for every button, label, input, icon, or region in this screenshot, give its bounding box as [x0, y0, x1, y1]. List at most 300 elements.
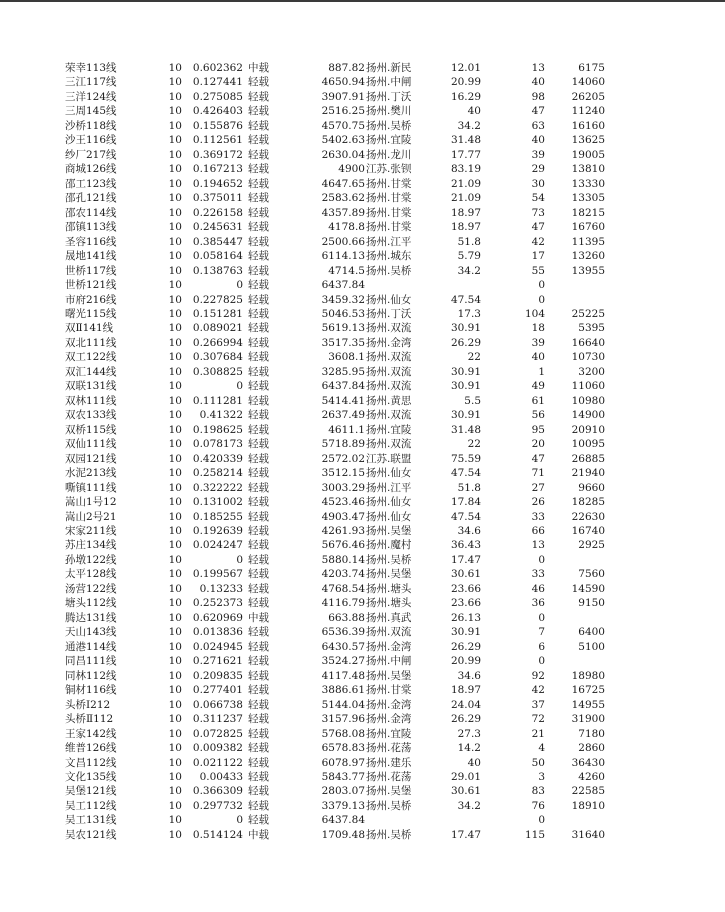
- cell-col-c: 0.209835: [192, 669, 243, 682]
- cell-col-i: 11060: [571, 380, 605, 393]
- cell-area: 扬州.吴桥: [366, 828, 412, 841]
- cell-col-h: 21: [531, 727, 545, 740]
- cell-col-c: 0.00433: [199, 770, 243, 783]
- cell-load-status: 轻载: [248, 148, 269, 161]
- cell-line-name: 双联131线: [65, 380, 117, 393]
- cell-col-c: 0.226158: [192, 206, 243, 219]
- cell-col-c: 0.514124: [192, 828, 243, 841]
- cell-col-e: 3285.95: [321, 365, 365, 378]
- cell-col-e: 6578.83: [321, 742, 365, 755]
- cell-col-b: 10: [168, 756, 182, 769]
- cell-load-status: 轻载: [248, 177, 269, 190]
- cell-line-name: 铜材116线: [65, 684, 117, 697]
- cell-col-h: 92: [531, 669, 545, 682]
- cell-col-e: 6437.84: [321, 814, 365, 827]
- cell-col-e: 3517.35: [321, 336, 365, 349]
- cell-col-i: 11240: [571, 105, 605, 118]
- table-row: [0, 481, 725, 495]
- cell-col-g: 20.99: [450, 76, 481, 89]
- cell-col-e: 5046.53: [321, 307, 365, 320]
- cell-line-name: 苏庄134线: [65, 539, 117, 552]
- cell-area: 扬州.城东: [366, 250, 412, 263]
- cell-col-c: 0.366309: [192, 785, 243, 798]
- table-row: [0, 321, 725, 335]
- cell-col-b: 10: [168, 510, 182, 523]
- cell-col-g: 34.6: [457, 525, 481, 537]
- cell-col-e: 2637.49: [321, 409, 365, 422]
- cell-col-b: 10: [168, 713, 182, 726]
- cell-col-h: 26: [531, 496, 545, 509]
- cell-col-i: 2925: [578, 539, 605, 552]
- cell-col-i: 14060: [571, 76, 605, 89]
- cell-col-c: 0.277401: [192, 684, 243, 697]
- cell-load-status: 轻载: [248, 90, 269, 103]
- cell-col-e: 4261.93: [321, 525, 365, 537]
- cell-col-h: 95: [531, 423, 545, 436]
- cell-load-status: 轻载: [248, 727, 269, 740]
- cell-col-h: 29: [531, 163, 545, 176]
- cell-line-name: 双汇144线: [65, 365, 117, 378]
- cell-col-b: 10: [168, 206, 182, 219]
- cell-line-name: 商城126线: [65, 163, 117, 176]
- cell-col-h: 49: [531, 380, 545, 393]
- top-border: [0, 0, 725, 2]
- cell-area: 扬州.金湾: [366, 698, 412, 711]
- cell-line-name: 三洋124线: [65, 90, 117, 103]
- cell-line-name: 同昌111线: [65, 655, 117, 668]
- cell-line-name: 双林111线: [65, 394, 117, 407]
- cell-col-c: 0.198625: [192, 423, 243, 436]
- cell-col-e: 4768.54: [321, 582, 365, 595]
- cell-col-i: 31900: [571, 713, 605, 726]
- cell-col-e: 3608.1: [328, 351, 365, 364]
- cell-col-h: 0: [538, 293, 545, 306]
- cell-col-e: 2572.02: [321, 452, 365, 465]
- cell-col-e: 6437.84: [321, 279, 365, 292]
- cell-load-status: 轻载: [248, 496, 269, 509]
- cell-col-h: 3: [538, 770, 545, 783]
- cell-col-i: 13955: [571, 264, 605, 277]
- table-row: [0, 452, 725, 466]
- cell-col-c: 0.297732: [192, 799, 243, 812]
- cell-col-h: 33: [531, 510, 545, 523]
- cell-col-e: 5880.14: [321, 553, 365, 566]
- cell-col-e: 5718.89: [321, 438, 365, 451]
- cell-col-e: 5676.46: [321, 539, 365, 552]
- cell-area: 扬州.塘头: [366, 597, 412, 610]
- table-row: [0, 654, 725, 668]
- cell-col-e: 1709.48: [321, 828, 365, 841]
- cell-col-i: 14900: [571, 409, 605, 422]
- cell-line-name: 沙王116线: [65, 134, 117, 147]
- cell-col-g: 27.3: [457, 727, 481, 740]
- cell-load-status: 轻载: [248, 206, 269, 219]
- cell-col-b: 10: [168, 365, 182, 378]
- table-row: [0, 756, 725, 770]
- cell-load-status: 轻载: [248, 380, 269, 393]
- cell-line-name: 王家142线: [65, 727, 117, 740]
- cell-col-c: 0.192639: [192, 525, 243, 537]
- cell-line-name: 宋家211线: [65, 525, 117, 537]
- cell-col-h: 37: [531, 698, 545, 711]
- table-row: [0, 278, 725, 292]
- cell-area: 扬州.宜陵: [366, 727, 412, 740]
- cell-line-name: 水泥213线: [65, 467, 117, 480]
- cell-col-h: 98: [531, 90, 545, 103]
- table-row: [0, 567, 725, 581]
- cell-col-b: 10: [168, 394, 182, 407]
- cell-col-b: 10: [168, 727, 182, 740]
- cell-col-e: 6114.13: [321, 250, 365, 263]
- cell-line-name: 双Ⅱ141线: [65, 322, 114, 335]
- cell-col-i: 10095: [571, 438, 605, 451]
- cell-col-c: 0.369172: [192, 148, 243, 161]
- table-row: [0, 727, 725, 741]
- table-row: [0, 61, 725, 75]
- cell-col-c: 0.066738: [192, 698, 243, 711]
- cell-col-e: 5414.41: [321, 394, 365, 407]
- table-row: [0, 466, 725, 480]
- cell-col-c: 0.13233: [199, 582, 243, 595]
- cell-area: 扬州.双流: [366, 626, 412, 639]
- cell-col-c: 0.307684: [192, 351, 243, 364]
- table-row: [0, 394, 725, 408]
- cell-load-status: 轻载: [248, 756, 269, 769]
- table-row: [0, 249, 725, 263]
- table-row: [0, 235, 725, 249]
- cell-col-g: 23.66: [450, 582, 481, 595]
- cell-col-h: 50: [531, 756, 545, 769]
- cell-col-h: 7: [538, 626, 545, 639]
- cell-col-g: 20.99: [450, 655, 481, 668]
- cell-col-g: 30.91: [450, 626, 481, 639]
- cell-col-i: 5100: [578, 640, 605, 653]
- cell-load-status: 轻载: [248, 525, 269, 537]
- cell-load-status: 轻载: [248, 597, 269, 610]
- cell-col-c: 0.271621: [192, 655, 243, 668]
- cell-load-status: 轻载: [248, 192, 269, 205]
- cell-col-e: 2583.62: [321, 192, 365, 205]
- cell-col-h: 0: [538, 553, 545, 566]
- cell-col-e: 3512.15: [321, 467, 365, 480]
- cell-col-e: 5619.13: [321, 322, 365, 335]
- cell-col-b: 10: [168, 742, 182, 755]
- cell-col-c: 0.245631: [192, 221, 243, 234]
- cell-col-b: 10: [168, 597, 182, 610]
- cell-col-c: 0: [236, 553, 243, 566]
- cell-col-i: 16640: [571, 336, 605, 349]
- cell-col-i: 16740: [571, 525, 605, 537]
- cell-col-c: 0.151281: [192, 307, 243, 320]
- cell-col-g: 17.77: [450, 148, 481, 161]
- cell-col-c: 0.111281: [192, 394, 243, 407]
- cell-load-status: 轻载: [248, 669, 269, 682]
- cell-col-g: 47.54: [450, 510, 481, 523]
- table-row: [0, 191, 725, 205]
- cell-line-name: 头桥Ⅱ112: [65, 713, 114, 726]
- cell-col-g: 14.2: [457, 742, 481, 755]
- cell-col-h: 83: [531, 785, 545, 798]
- cell-col-g: 5.79: [457, 250, 481, 263]
- cell-col-e: 3459.32: [321, 293, 365, 306]
- table-row: [0, 206, 725, 220]
- cell-col-h: 76: [531, 799, 545, 812]
- cell-load-status: 轻载: [248, 105, 269, 118]
- cell-col-i: 21940: [571, 467, 605, 480]
- cell-col-g: 26.29: [450, 640, 481, 653]
- cell-load-status: 轻载: [248, 250, 269, 263]
- cell-col-g: 12.01: [450, 62, 481, 74]
- cell-col-c: 0.420339: [192, 452, 243, 465]
- table-row: [0, 75, 725, 89]
- cell-load-status: 轻载: [248, 438, 269, 451]
- cell-line-name: 维普126线: [65, 742, 117, 755]
- cell-col-g: 31.48: [450, 423, 481, 436]
- cell-line-name: 文昌112线: [65, 756, 117, 769]
- cell-col-h: 18: [531, 322, 545, 335]
- cell-col-h: 40: [531, 76, 545, 89]
- cell-area: 扬州.金湾: [366, 713, 412, 726]
- cell-load-status: 轻载: [248, 785, 269, 798]
- cell-line-name: 双工122线: [65, 351, 117, 364]
- cell-area: 扬州.新民: [366, 62, 412, 74]
- cell-col-b: 10: [168, 351, 182, 364]
- cell-col-h: 40: [531, 351, 545, 364]
- cell-col-b: 10: [168, 770, 182, 783]
- cell-col-g: 75.59: [450, 452, 481, 465]
- table-row: [0, 784, 725, 798]
- cell-line-name: 头桥Ⅰ212: [65, 698, 111, 711]
- cell-col-i: 31640: [571, 828, 605, 841]
- cell-col-e: 5768.08: [321, 727, 365, 740]
- cell-col-c: 0.266994: [192, 336, 243, 349]
- cell-col-c: 0.131002: [192, 496, 243, 509]
- cell-col-g: 22: [467, 438, 481, 451]
- cell-col-b: 10: [168, 163, 182, 176]
- cell-area: 扬州.仙女: [366, 467, 412, 480]
- cell-col-h: 39: [531, 336, 545, 349]
- cell-col-g: 24.04: [450, 698, 481, 711]
- cell-col-g: 23.66: [450, 597, 481, 610]
- cell-load-status: 轻载: [248, 307, 269, 320]
- cell-area: 扬州.吴堡: [366, 525, 412, 537]
- cell-area: 扬州.黄思: [366, 394, 412, 407]
- cell-col-e: 3003.29: [321, 481, 365, 494]
- cell-load-status: 轻载: [248, 510, 269, 523]
- table-row: [0, 640, 725, 654]
- cell-col-e: 3907.91: [321, 90, 365, 103]
- cell-col-b: 10: [168, 553, 182, 566]
- cell-load-status: 轻载: [248, 742, 269, 755]
- table-row: [0, 611, 725, 625]
- cell-area: 扬州.金湾: [366, 640, 412, 653]
- cell-col-b: 10: [168, 134, 182, 147]
- cell-col-g: 40: [467, 756, 481, 769]
- cell-load-status: 轻载: [248, 655, 269, 668]
- cell-col-c: 0.024247: [192, 539, 243, 552]
- cell-col-e: 4714.5: [328, 264, 365, 277]
- cell-load-status: 轻载: [248, 481, 269, 494]
- cell-col-c: 0.275085: [192, 90, 243, 103]
- cell-col-c: 0.089021: [192, 322, 243, 335]
- spreadsheet: [0, 61, 725, 842]
- cell-line-name: 文化135线: [65, 770, 117, 783]
- cell-col-b: 10: [168, 192, 182, 205]
- cell-line-name: 嘶镇111线: [65, 481, 117, 494]
- cell-load-status: 轻载: [248, 452, 269, 465]
- cell-col-e: 6536.39: [321, 626, 365, 639]
- cell-col-e: 887.82: [328, 62, 365, 74]
- cell-col-i: 6400: [578, 626, 605, 639]
- cell-col-c: 0.308825: [192, 365, 243, 378]
- cell-col-b: 10: [168, 380, 182, 393]
- cell-area: 扬州.双流: [366, 351, 412, 364]
- cell-area: 江苏.联盟: [366, 452, 412, 465]
- cell-col-g: 36.43: [450, 539, 481, 552]
- cell-col-i: 2860: [578, 742, 605, 755]
- cell-line-name: 双北111线: [65, 336, 117, 349]
- cell-load-status: 轻载: [248, 713, 269, 726]
- cell-col-h: 30: [531, 177, 545, 190]
- cell-col-g: 5.5: [464, 394, 481, 407]
- cell-area: 江苏.张钡: [366, 163, 412, 176]
- cell-col-i: 3200: [578, 365, 605, 378]
- cell-col-i: 16160: [571, 119, 605, 132]
- cell-col-e: 4117.48: [321, 669, 365, 682]
- cell-col-g: 83.19: [450, 163, 481, 176]
- cell-col-g: 51.8: [457, 235, 481, 248]
- cell-line-name: 双仙111线: [65, 438, 117, 451]
- cell-line-name: 孙墩122线: [65, 553, 117, 566]
- cell-col-g: 31.48: [450, 134, 481, 147]
- table-row: [0, 90, 725, 104]
- cell-col-b: 10: [168, 279, 182, 292]
- cell-line-name: 世桥117线: [65, 264, 117, 277]
- cell-col-c: 0.112561: [192, 134, 243, 147]
- cell-area: 扬州.吴堡: [366, 785, 412, 798]
- cell-col-e: 4357.89: [321, 206, 365, 219]
- cell-col-i: 20910: [571, 423, 605, 436]
- cell-col-b: 10: [168, 423, 182, 436]
- cell-col-h: 17: [531, 250, 545, 263]
- cell-col-e: 6437.84: [321, 380, 365, 393]
- cell-area: 扬州.吴堡: [366, 669, 412, 682]
- cell-col-i: 13305: [571, 192, 605, 205]
- cell-col-c: 0.227825: [192, 293, 243, 306]
- cell-col-h: 56: [531, 409, 545, 422]
- table-row: [0, 336, 725, 350]
- cell-col-g: 34.2: [457, 264, 481, 277]
- table-row: [0, 683, 725, 697]
- cell-col-h: 0: [538, 611, 545, 624]
- cell-col-e: 3157.96: [321, 713, 365, 726]
- cell-col-e: 3524.27: [321, 655, 365, 668]
- cell-area: 扬州.丁沃: [366, 90, 412, 103]
- cell-col-e: 6430.57: [321, 640, 365, 653]
- table-row: [0, 582, 725, 596]
- cell-col-i: 25225: [571, 307, 605, 320]
- cell-line-name: 世桥121线: [65, 279, 117, 292]
- cell-area: 扬州.仙女: [366, 496, 412, 509]
- cell-col-g: 26.29: [450, 713, 481, 726]
- cell-area: 扬州.中闸: [366, 655, 412, 668]
- table-row: [0, 510, 725, 524]
- cell-col-e: 2630.04: [321, 148, 365, 161]
- cell-area: 扬州.甘棠: [366, 192, 412, 205]
- cell-col-i: 5395: [578, 322, 605, 335]
- cell-col-i: 26205: [571, 90, 605, 103]
- cell-col-h: 13: [531, 539, 545, 552]
- cell-col-b: 10: [168, 119, 182, 132]
- cell-col-b: 10: [168, 785, 182, 798]
- cell-line-name: 圣容116线: [65, 235, 117, 248]
- cell-col-g: 17.47: [450, 828, 481, 841]
- cell-line-name: 沙桥118线: [65, 119, 117, 132]
- cell-col-c: 0.602362: [192, 62, 243, 74]
- cell-area: 扬州.樊川: [366, 105, 412, 118]
- cell-col-b: 10: [168, 438, 182, 451]
- cell-col-g: 30.61: [450, 568, 481, 581]
- cell-load-status: 轻载: [248, 553, 269, 566]
- cell-col-i: 16725: [571, 684, 605, 697]
- cell-col-g: 17.3: [457, 307, 481, 320]
- cell-load-status: 轻载: [248, 351, 269, 364]
- cell-col-h: 42: [531, 684, 545, 697]
- cell-col-h: 4: [538, 742, 545, 755]
- cell-col-c: 0.185255: [192, 510, 243, 523]
- cell-col-b: 10: [168, 655, 182, 668]
- cell-col-c: 0.41322: [199, 409, 243, 422]
- cell-col-g: 18.97: [450, 206, 481, 219]
- cell-col-e: 6078.97: [321, 756, 365, 769]
- table-row: [0, 495, 725, 509]
- cell-col-i: 13330: [571, 177, 605, 190]
- cell-col-h: 0: [538, 279, 545, 292]
- cell-area: 扬州.仙女: [366, 293, 412, 306]
- cell-col-h: 33: [531, 568, 545, 581]
- cell-col-e: 5402.63: [321, 134, 365, 147]
- cell-load-status: 轻载: [248, 221, 269, 234]
- cell-col-b: 10: [168, 76, 182, 89]
- cell-col-h: 55: [531, 264, 545, 277]
- table-row: [0, 625, 725, 639]
- table-row: [0, 148, 725, 162]
- cell-col-i: 9660: [578, 481, 605, 494]
- cell-col-e: 4203.74: [321, 568, 365, 581]
- cell-col-i: 16760: [571, 221, 605, 234]
- cell-col-g: 29.01: [450, 770, 481, 783]
- cell-col-b: 10: [168, 684, 182, 697]
- cell-col-i: 36430: [571, 756, 605, 769]
- cell-col-g: 18.97: [450, 684, 481, 697]
- cell-col-b: 10: [168, 481, 182, 494]
- cell-col-i: 7560: [578, 568, 605, 581]
- cell-col-h: 72: [531, 713, 545, 726]
- cell-col-i: 18910: [571, 799, 605, 812]
- cell-col-h: 36: [531, 597, 545, 610]
- cell-area: 扬州.江平: [366, 481, 412, 494]
- cell-area: 扬州.建乐: [366, 756, 412, 769]
- cell-col-i: 13810: [571, 163, 605, 176]
- cell-col-c: 0.058164: [192, 250, 243, 263]
- table-row: [0, 828, 725, 842]
- cell-col-i: 18215: [571, 206, 605, 219]
- table-row: [0, 813, 725, 827]
- cell-col-g: 17.47: [450, 553, 481, 566]
- cell-area: 扬州.双流: [366, 438, 412, 451]
- cell-load-status: 轻载: [248, 582, 269, 595]
- cell-area: 扬州.甘棠: [366, 221, 412, 234]
